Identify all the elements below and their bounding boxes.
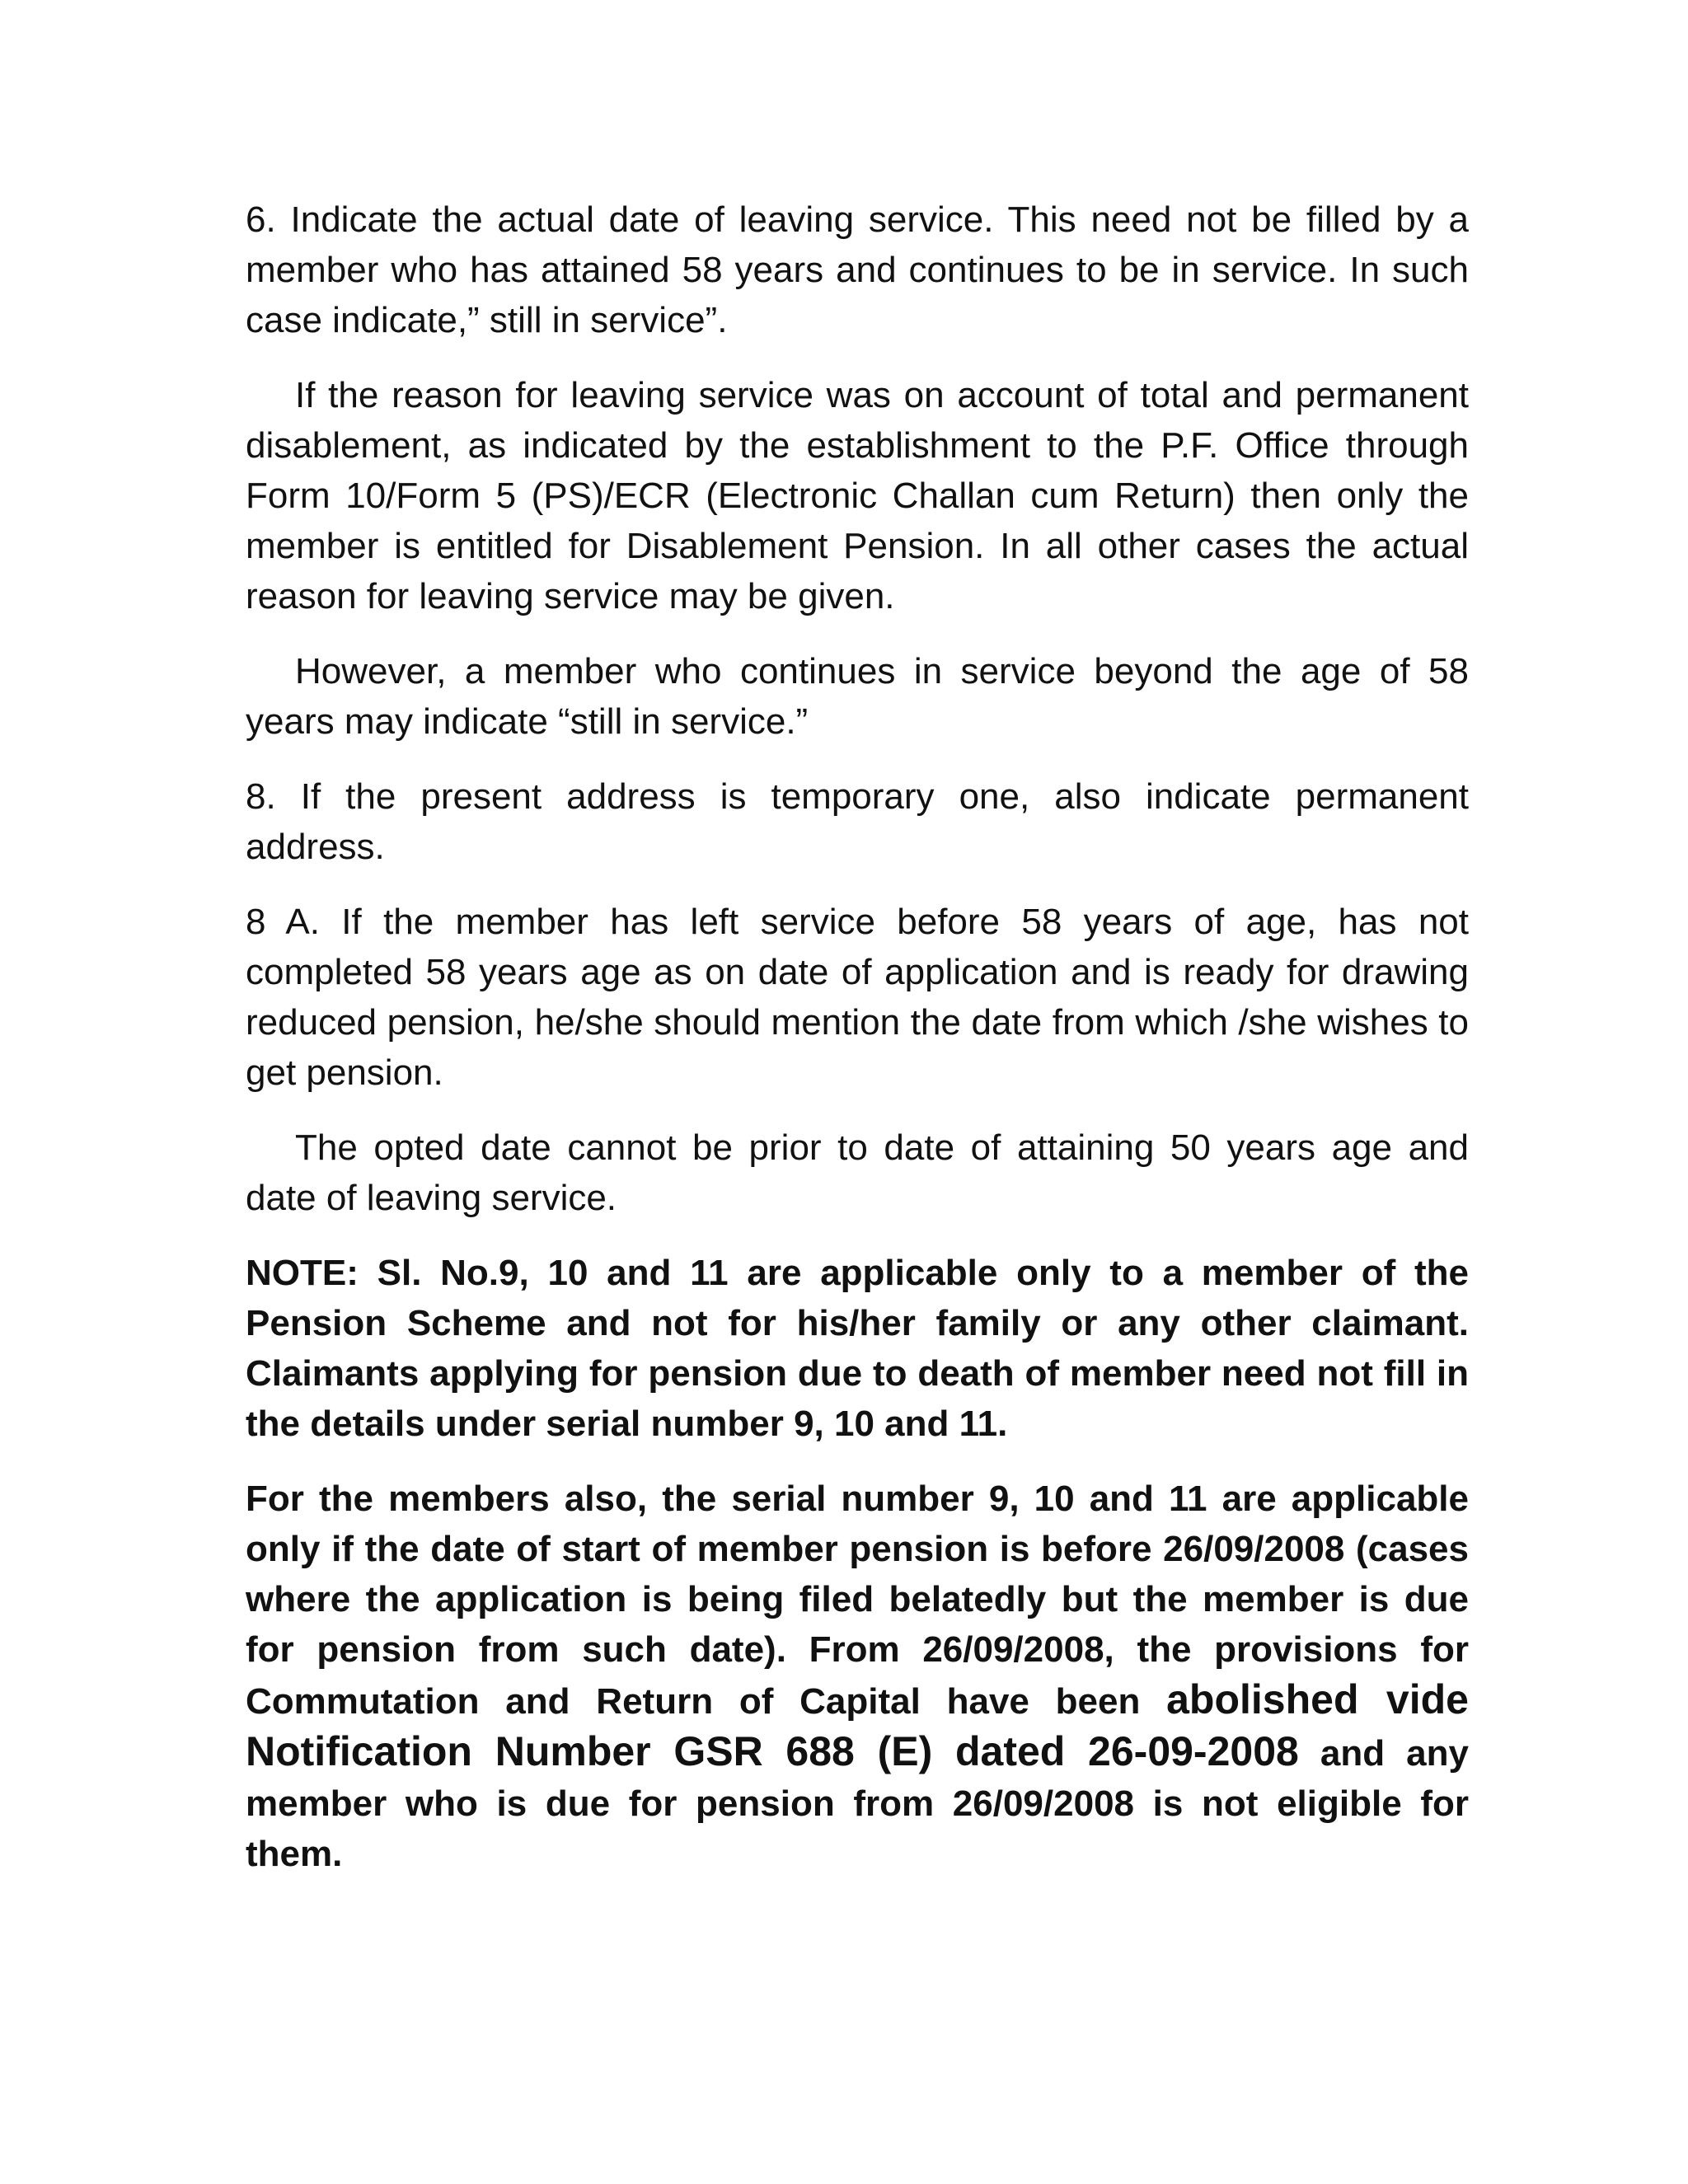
members-text-part3: and any member who is due for pension from 26/09/2008 is not eligible for them. xyxy=(246,1733,1469,1874)
members-text-part1: For the members also, the serial number 9, 10 and 11 are applicable only if the date of start of member pension is before 26/09/2008 (cases where the application is being filed belatedly but the member is due for pension from such date). From 26/09/2008, the provisions for Commutation and Return of Capital have been xyxy=(246,1479,1469,1722)
still-in-service-paragraph: However, a member who continues in service beyond the age of 58 years may indicate “still in service.” xyxy=(246,651,1469,742)
notification-reference: abolished vide Notification Number GSR 688 (E) dated 26-09-2008 xyxy=(246,1676,1469,1774)
instruction-6: 6. Indicate the actual date of leaving service. This need not be filled by a member who has attained 58 years and continues to be in service. In such case indicate,” still in service”. xyxy=(246,199,1469,340)
note-paragraph: NOTE: Sl. No.9, 10 and 11 are applicable only to a member of the Pension Scheme and not for his/her family or any other claimant. Claimants applying for pension due to death of member need not fill in the details under serial number 9, 10 and 11. xyxy=(246,1253,1469,1444)
opted-date-paragraph: The opted date cannot be prior to date of attaining 50 years age and date of leaving service. xyxy=(246,1127,1469,1218)
instruction-8a: 8 A. If the member has left service before 58 years of age, has not completed 58 years age as on date of application and is ready for drawing reduced pension, he/she should mention the date from which /she wishes to get pension. xyxy=(246,902,1469,1093)
instruction-8: 8. If the present address is temporary one, also indicate permanent address. xyxy=(246,776,1469,867)
disablement-paragraph: If the reason for leaving service was on account of total and permanent disablement, as indicated by the establishment to the P.F. Office through Form 10/Form 5 (PS)/ECR (Electronic Challan cum Return) then only the member is entitled for Disablement Pension. In all other cases the actual reason for leaving service may be given. xyxy=(246,375,1469,616)
members-paragraph xyxy=(246,1474,1469,1879)
document-page xyxy=(246,194,1469,1904)
